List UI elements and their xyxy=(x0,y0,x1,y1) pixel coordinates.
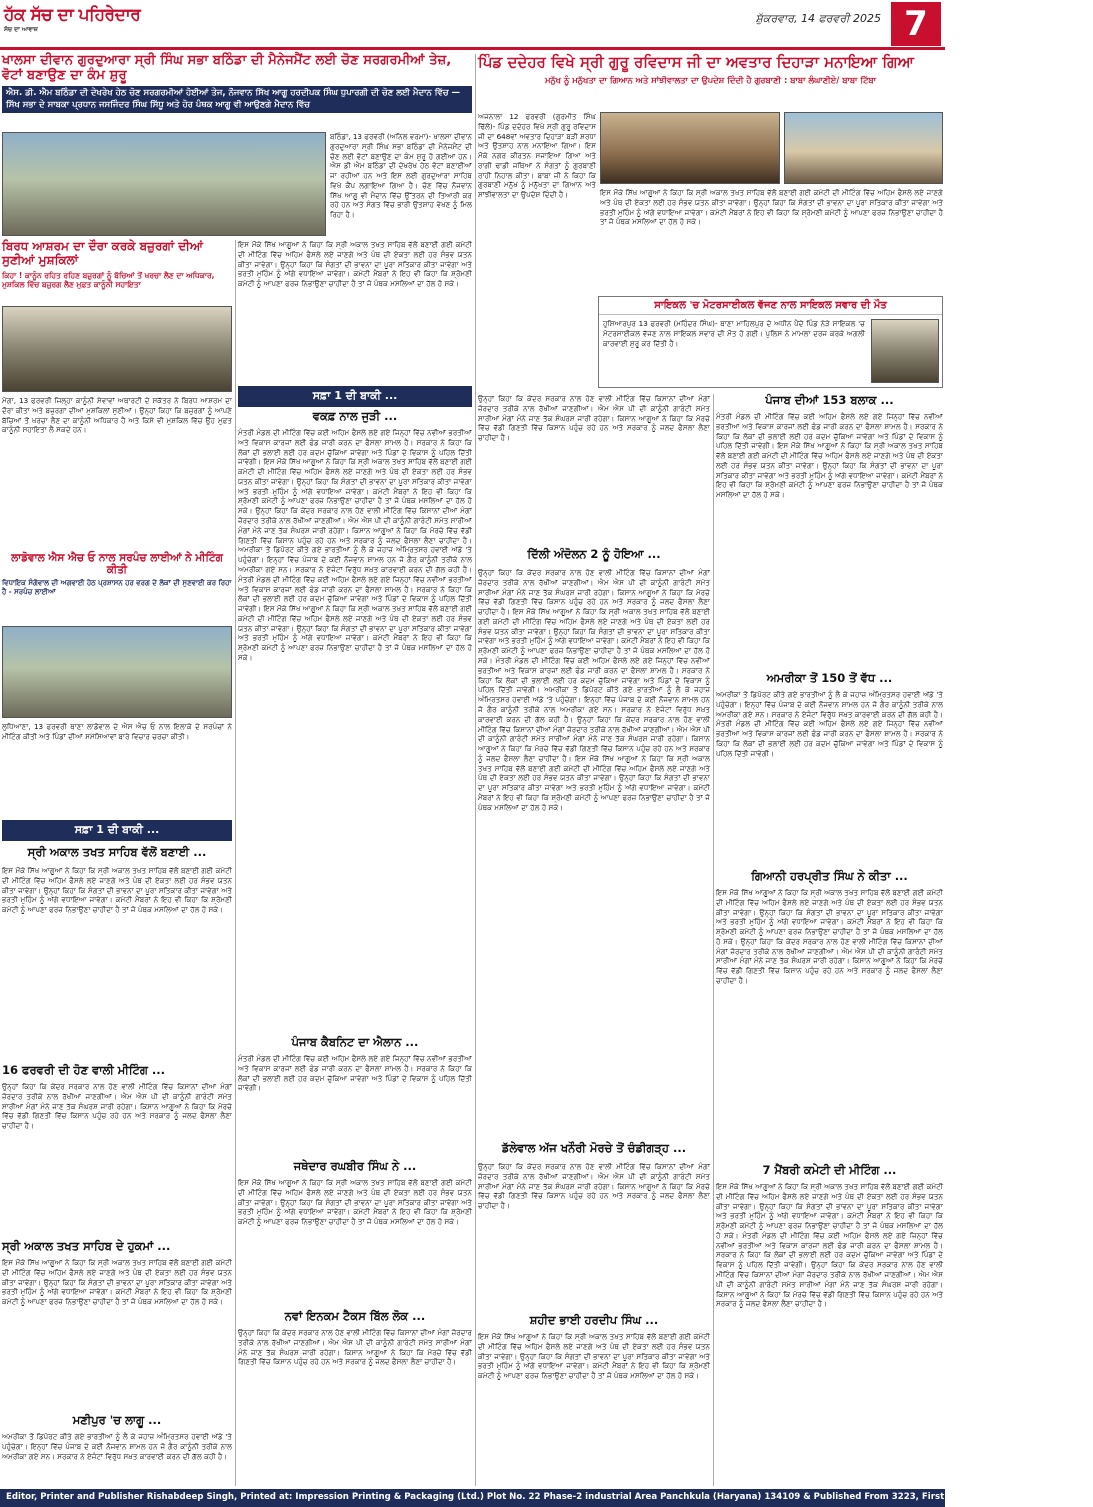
cycle-story-headline: ਸਾਇਕਲ 'ਚ ਮੋਟਰਸਾਈਕਲ ਵੱਜਣ ਨਾਲ ਸਾਇਕਲ ਸਵਾਰ ਦੀ ਮੌਤ xyxy=(599,297,942,315)
page-number: 7 xyxy=(891,2,941,46)
akal-takht-committee-headline: ਸ੍ਰੀ ਅਕਾਲ ਤਖਤ ਸਾਹਿਬ ਵੱਲੋਂ ਬਣਾਈ ... xyxy=(27,845,207,859)
issue-date: ਸ਼ੁੱਕਰਵਾਰ, 14 ਫਰਵਰੀ 2025 xyxy=(755,12,881,25)
committee-meeting-body xyxy=(716,1182,943,1486)
ladowal-subhead: ਵਿਧਾਇਕ ਸੰਗੋਵਾਲ ਦੀ ਅਗਵਾਈ ਹੇਠ ਪ੍ਰਸ਼ਾਸਨ ਹਰ ਵਰਗ ਦੇ ਲੋਕਾਂ ਦੀ ਸੁਣਵਾਈ ਕਰ ਰਿਹਾ ਹੈ - ਸਰਪੰਚ ਲਾਈਆਂ xyxy=(2,579,232,597)
delhi-body-text-1: ਉਨ੍ਹਾਂ ਕਿਹਾ ਕਿ ਕੇਂਦਰ ਸਰਕਾਰ ਨਾਲ ਹੋਣ ਵਾਲੀ ਮੀਟਿੰਗ ਵਿੱਚ ਕਿਸਾਨਾਂ ਦੀਆਂ ਮੰਗਾਂ ਜ਼ੋਰਦਾਰ ਤਰੀਕੇ ਨਾਲ ਰੱਖੀਆਂ ਜਾਣਗੀਆਂ। ਐਮ ਐਸ ਪੀ ਦੀ ਕਾਨੂੰਨੀ ਗਾਰੰਟੀ ਸਮੇਤ ਸਾਰੀਆਂ ਮੰਗਾਂ ਮੰਨੇ ਜਾਣ ਤੱਕ ਸੰਘਰਸ਼ ਜਾਰੀ ਰਹੇਗਾ। ਕਿਸਾਨ ਆਗੂਆਂ ਨੇ ਕਿਹਾ ਕਿ ਮੋਰਚੇ ਵਿੱਚ ਵੱਡੀ ਗਿਣਤੀ ਵਿੱਚ ਕਿਸਾਨ ਪਹੁੰਚ ਰਹੇ ਹਨ ਅਤੇ ਸਰਕਾਰ ਨੂੰ ਜਲਦ ਫੈਸਲਾ ਲੈਣਾ ਚਾਹੀਦਾ ਹੈ। xyxy=(478,568,710,617)
old-age-subhead: ਕਿਹਾ ! ਕਾਨੂੰਨ ਰਹਿਤ ਰਹਿਣ ਬਜ਼ੁਰਗਾਂ ਨੂੰ ਬੱਚਿਆਂ ਤੋਂ ਖਰਚਾ ਲੈਣ ਦਾ ਅਧਿਕਾਰ, ਮੁਸ਼ਕਿਲ ਵਿੱਚ ਬਜ਼ੁਰਗ ਲੈਣ ਮੁਫ਼ਤ ਕਾਨੂੰਨੀ ਸਹਾਇਤਾ xyxy=(2,270,215,290)
column-divider xyxy=(235,240,236,1486)
delhi-body-text-3: ਮੰਤਰੀ ਮੰਡਲ ਦੀ ਮੀਟਿੰਗ ਵਿੱਚ ਕਈ ਅਹਿਮ ਫੈਸਲੇ ਲਏ ਗਏ ਜਿਨ੍ਹਾਂ ਵਿੱਚ ਨਵੀਆਂ ਭਰਤੀਆਂ ਅਤੇ ਵਿਕਾਸ ਕਾਰਜਾਂ ਲਈ ਫੰਡ ਜਾਰੀ ਕਰਨ ਦਾ ਫੈਸਲਾ ਸ਼ਾਮਲ ਹੈ। ਸਰਕਾਰ ਨੇ ਕਿਹਾ ਕਿ ਲੋਕਾਂ ਦੀ ਭਲਾਈ ਲਈ ਹਰ ਕਦਮ ਚੁੱਕਿਆ ਜਾਵੇਗਾ ਅਤੇ ਪਿੰਡਾਂ ਦੇ ਵਿਕਾਸ ਨੂੰ ਪਹਿਲ ਦਿੱਤੀ ਜਾਵੇਗੀ। xyxy=(478,656,710,695)
waqf-headline: ਵਕਫ਼ ਨਾਲ ਜੁੜੀ ... xyxy=(312,409,398,423)
column-divider xyxy=(475,54,476,1486)
waqf-body-text-3: ਉਨ੍ਹਾਂ ਕਿਹਾ ਕਿ ਕੇਂਦਰ ਸਰਕਾਰ ਨਾਲ ਹੋਣ ਵਾਲੀ ਮੀਟਿੰਗ ਵਿੱਚ ਕਿਸਾਨਾਂ ਦੀਆਂ ਮੰਗਾਂ ਜ਼ੋਰਦਾਰ ਤਰੀਕੇ ਨਾਲ ਰੱਖੀਆਂ ਜਾਣਗੀਆਂ। ਐਮ ਐਸ ਪੀ ਦੀ ਕਾਨੂੰਨੀ ਗਾਰੰਟੀ ਸਮੇਤ ਸਾਰੀਆਂ ਮੰਗਾਂ ਮੰਨੇ ਜਾਣ ਤੱਕ ਸੰਘਰਸ਼ ਜਾਰੀ ਰਹੇਗਾ। ਕਿਸਾਨ ਆਗੂਆਂ ਨੇ ਕਿਹਾ ਕਿ ਮੋਰਚੇ ਵਿੱਚ ਵੱਡੀ ਗਿਣਤੀ ਵਿੱਚ ਕਿਸਾਨ ਪਹੁੰਚ ਰਹੇ ਹਨ ਅਤੇ ਸਰਕਾਰ ਨੂੰ ਜਲਦ ਫੈਸਲਾ ਲੈਣਾ ਚਾਹੀਦਾ ਹੈ। xyxy=(238,506,472,545)
cabinet-body: ਮੰਤਰੀ ਮੰਡਲ ਦੀ ਮੀਟਿੰਗ ਵਿੱਚ ਕਈ ਅਹਿਮ ਫੈਸਲੇ ਲਏ ਗਏ ਜਿਨ੍ਹਾਂ ਵਿੱਚ ਨਵੀਆਂ ਭਰਤੀਆਂ ਅਤੇ ਵਿਕਾਸ ਕਾਰਜਾਂ ਲਈ ਫੰਡ ਜਾਰੀ ਕਰਨ ਦਾ ਫੈਸਲਾ ਸ਼ਾਮਲ ਹੈ। ਸਰਕਾਰ ਨੇ ਕਿਹਾ ਕਿ ਲੋਕਾਂ ਦੀ ਭਲਾਈ ਲਈ ਹਰ ਕਦਮ ਚੁੱਕਿਆ ਜਾਵੇਗਾ ਅਤੇ ਪਿੰਡਾਂ ਦੇ ਵਿਕਾਸ ਨੂੰ ਪਹਿਲ ਦਿੱਤੀ ਜਾਵੇਗੀ। xyxy=(238,1054,472,1093)
waqf-body-text-5: ਮੰਤਰੀ ਮੰਡਲ ਦੀ ਮੀਟਿੰਗ ਵਿੱਚ ਕਈ ਅਹਿਮ ਫੈਸਲੇ ਲਏ ਗਏ ਜਿਨ੍ਹਾਂ ਵਿੱਚ ਨਵੀਆਂ ਭਰਤੀਆਂ ਅਤੇ ਵਿਕਾਸ ਕਾਰਜਾਂ ਲਈ ਫੰਡ ਜਾਰੀ ਕਰਨ ਦਾ ਫੈਸਲਾ ਸ਼ਾਮਲ ਹੈ। ਸਰਕਾਰ ਨੇ ਕਿਹਾ ਕਿ ਲੋਕਾਂ ਦੀ ਭਲਾਈ ਲਈ ਹਰ ਕਦਮ ਚੁੱਕਿਆ ਜਾਵੇਗਾ ਅਤੇ ਪਿੰਡਾਂ ਦੇ ਵਿਕਾਸ ਨੂੰ ਪਹਿਲ ਦਿੱਤੀ ਜਾਵੇਗੀ। xyxy=(238,574,472,614)
dallewal-body: ਉਨ੍ਹਾਂ ਕਿਹਾ ਕਿ ਕੇਂਦਰ ਸਰਕਾਰ ਨਾਲ ਹੋਣ ਵਾਲੀ ਮੀਟਿੰਗ ਵਿੱਚ ਕਿਸਾਨਾਂ ਦੀਆਂ ਮੰਗਾਂ ਜ਼ੋਰਦਾਰ ਤਰੀਕੇ ਨਾਲ ਰੱਖੀਆਂ ਜਾਣਗੀਆਂ। ਐਮ ਐਸ ਪੀ ਦੀ ਕਾਨੂੰਨੀ ਗਾਰੰਟੀ ਸਮੇਤ ਸਾਰੀਆਂ ਮੰਗਾਂ ਮੰਨੇ ਜਾਣ ਤੱਕ ਸੰਘਰਸ਼ ਜਾਰੀ ਰਹੇਗਾ। ਕਿਸਾਨ ਆਗੂਆਂ ਨੇ ਕਿਹਾ ਕਿ ਮੋਰਚੇ ਵਿੱਚ ਵੱਡੀ ਗਿਣਤੀ ਵਿੱਚ ਕਿਸਾਨ ਪਹੁੰਚ ਰਹੇ ਹਨ ਅਤੇ ਸਰਕਾਰ ਨੂੰ ਜਲਦ ਫੈਸਲਾ ਲੈਣਾ ਚਾਹੀਦਾ ਹੈ। xyxy=(478,1162,710,1211)
ladowal-meeting-photo xyxy=(2,626,232,718)
delhi-movement-headline: ਦਿੱਲੀ ਅੰਦੋਲਨ 2 ਨੂੰ ਹੋਇਆ ... xyxy=(527,547,661,561)
continued-banner-left: ਸਫ਼ਾ 1 ਦੀ ਬਾਕੀ ... xyxy=(2,820,232,841)
left-lead-story xyxy=(2,54,472,113)
logo-text: ਹੱਕ ਸੱਚ ਦਾ ਪਹਿਰੇਦਾਰ xyxy=(4,5,141,25)
harpreet-singh-body xyxy=(716,888,943,1158)
waqf-body-text-4: ਅਮਰੀਕਾ ਤੋਂ ਡਿਪੋਰਟ ਕੀਤੇ ਗਏ ਭਾਰਤੀਆਂ ਨੂੰ ਲੈ ਕੇ ਜਹਾਜ਼ ਅੰਮ੍ਰਿਤਸਰ ਹਵਾਈ ਅੱਡੇ 'ਤੇ ਪਹੁੰਚੇਗਾ। ਇਨ੍ਹਾਂ ਵਿੱਚ ਪੰਜਾਬ ਦੇ ਕਈ ਨੌਜਵਾਨ ਸ਼ਾਮਲ ਹਨ ਜੋ ਗੈਰ ਕਾਨੂੰਨੀ ਤਰੀਕੇ ਨਾਲ ਅਮਰੀਕਾ ਗਏ ਸਨ। ਸਰਕਾਰ ਨੇ ਏਜੰਟਾਂ ਵਿਰੁੱਧ ਸਖ਼ਤ ਕਾਰਵਾਈ ਕਰਨ ਦੀ ਗੱਲ ਕਹੀ ਹੈ। xyxy=(238,545,472,574)
left-lead-body-cont: ਇਸ ਮੌਕੇ ਸਿੱਖ ਆਗੂਆਂ ਨੇ ਕਿਹਾ ਕਿ ਸ੍ਰੀ ਅਕਾਲ ਤਖਤ ਸਾਹਿਬ ਵੱਲੋਂ ਬਣਾਈ ਗਈ ਕਮੇਟੀ ਦੀ ਮੀਟਿੰਗ ਵਿੱਚ ਅਹਿਮ ਫੈਸਲੇ ਲਏ ਜਾਣਗੇ ਅਤੇ ਪੰਥ ਦੀ ਏਕਤਾ ਲਈ ਹਰ ਸੰਭਵ ਯਤਨ ਕੀਤਾ ਜਾਵੇਗਾ। ਉਨ੍ਹਾਂ ਕਿਹਾ ਕਿ ਸੰਗਤਾਂ ਦੀ ਭਾਵਨਾ ਦਾ ਪੂਰਾ ਸਤਿਕਾਰ ਕੀਤਾ ਜਾਵੇਗਾ ਅਤੇ ਭਰਤੀ ਮੁਹਿੰਮ ਨੂੰ ਅੱਗੇ ਵਧਾਇਆ ਜਾਵੇਗਾ। ਕਮੇਟੀ ਮੈਂਬਰਾਂ ਨੇ ਇਹ ਵੀ ਕਿਹਾ ਕਿ ਸ਼੍ਰੋਮਣੀ ਕਮੇਟੀ ਨੂੰ ਆਪਣਾ ਫਰਜ਼ ਨਿਭਾਉਣਾ ਚਾਹੀਦਾ ਹੈ ਤਾਂ ਜੋ ਪੰਥਕ ਮਸਲਿਆਂ ਦਾ ਹੱਲ ਹੋ ਸਕੇ। xyxy=(238,240,472,289)
right-lead-subhead: ਮਨੁੱਖ ਨੂੰ ਮਨੁੱਖਤਾ ਦਾ ਗਿਆਨ ਅਤੇ ਸਾਂਝੀਵਾਲਤਾ ਦਾ ਉਪਦੇਸ਼ ਦਿੰਦੀ ਹੈ ਗੁਰਬਾਣੀ : ਬਾਬਾ ਲੰਘਾਣੀਏ/ ਬਾਬਾ ਟਿੱਬਾ xyxy=(544,74,877,85)
akal-takht-committee-body: ਇਸ ਮੌਕੇ ਸਿੱਖ ਆਗੂਆਂ ਨੇ ਕਿਹਾ ਕਿ ਸ੍ਰੀ ਅਕਾਲ ਤਖਤ ਸਾਹਿਬ ਵੱਲੋਂ ਬਣਾਈ ਗਈ ਕਮੇਟੀ ਦੀ ਮੀਟਿੰਗ ਵਿੱਚ ਅਹਿਮ ਫੈਸਲੇ ਲਏ ਜਾਣਗੇ ਅਤੇ ਪੰਥ ਦੀ ਏਕਤਾ ਲਈ ਹਰ ਸੰਭਵ ਯਤਨ ਕੀਤਾ ਜਾਵੇਗਾ। ਉਨ੍ਹਾਂ ਕਿਹਾ ਕਿ ਸੰਗਤਾਂ ਦੀ ਭਾਵਨਾ ਦਾ ਪੂਰਾ ਸਤਿਕਾਰ ਕੀਤਾ ਜਾਵੇਗਾ ਅਤੇ ਭਰਤੀ ਮੁਹਿੰਮ ਨੂੰ ਅੱਗੇ ਵਧਾਇਆ ਜਾਵੇਗਾ। ਕਮੇਟੀ ਮੈਂਬਰਾਂ ਨੇ ਇਹ ਵੀ ਕਿਹਾ ਕਿ ਸ਼੍ਰੋਮਣੀ ਕਮੇਟੀ ਨੂੰ ਆਪਣਾ ਫਰਜ਼ ਨਿਭਾਉਣਾ ਚਾਹੀਦਾ ਹੈ ਤਾਂ ਜੋ ਪੰਥਕ ਮਸਲਿਆਂ ਦਾ ਹੱਲ ਹੋ ਸਕੇ। xyxy=(2,866,232,915)
waqf-body-text-1: ਮੰਤਰੀ ਮੰਡਲ ਦੀ ਮੀਟਿੰਗ ਵਿੱਚ ਕਈ ਅਹਿਮ ਫੈਸਲੇ ਲਏ ਗਏ ਜਿਨ੍ਹਾਂ ਵਿੱਚ ਨਵੀਆਂ ਭਰਤੀਆਂ ਅਤੇ ਵਿਕਾਸ ਕਾਰਜਾਂ ਲਈ ਫੰਡ ਜਾਰੀ ਕਰਨ ਦਾ ਫੈਸਲਾ ਸ਼ਾਮਲ ਹੈ। ਸਰਕਾਰ ਨੇ ਕਿਹਾ ਕਿ ਲੋਕਾਂ ਦੀ ਭਲਾਈ ਲਈ ਹਰ ਕਦਮ ਚੁੱਕਿਆ ਜਾਵੇਗਾ ਅਤੇ ਪਿੰਡਾਂ ਦੇ ਵਿਕਾਸ ਨੂੰ ਪਹਿਲ ਦਿੱਤੀ ਜਾਵੇਗੀ। xyxy=(238,428,472,467)
ladowal-story xyxy=(2,552,232,598)
left-lead-subhead: ਐਸ. ਡੀ. ਐਮ ਬਠਿੰਡਾ ਦੀ ਦੇਖਰੇਖ ਹੇਠ ਚੋਣ ਸਰਗਰਮੀਆਂ ਹੋਈਆਂ ਤੇਜ, ਨੌਜਵਾਨ ਸਿੱਖ ਆਗੂ ਹਰਦੀਪਕ ਸਿੰਘ ਧੁਪਾਰਗੀ ਦੀ ਚੋਣ ਲਈ ਮੈਦਾਨ ਵਿੱਚ — ਸਿੱਖ ਸਭਾ ਦੇ ਸਾਬਕਾ ਪ੍ਰਧਾਨ ਜਸਜਿੰਦਰ ਸਿੰਘ ਸਿੱਧੂ ਅਤੇ ਹੋਰ ਪੰਥਕ ਆਗੂ ਵੀ ਆਉਣਗੇ ਮੈਦਾਨ ਵਿੱਚ xyxy=(2,86,472,113)
harpreet-singh-headline: ਗਿਆਨੀ ਹਰਪ੍ਰੀਤ ਸਿੰਘ ਨੇ ਕੀਤਾ ... xyxy=(751,869,908,883)
logo-tagline: ਸੱਚ ਦਾ ਆਵਾਜ਼ xyxy=(4,26,38,34)
block-body-text-1: ਮੰਤਰੀ ਮੰਡਲ ਦੀ ਮੀਟਿੰਗ ਵਿੱਚ ਕਈ ਅਹਿਮ ਫੈਸਲੇ ਲਏ ਗਏ ਜਿਨ੍ਹਾਂ ਵਿੱਚ ਨਵੀਆਂ ਭਰਤੀਆਂ ਅਤੇ ਵਿਕਾਸ ਕਾਰਜਾਂ ਲਈ ਫੰਡ ਜਾਰੀ ਕਰਨ ਦਾ ਫੈਸਲਾ ਸ਼ਾਮਲ ਹੈ। ਸਰਕਾਰ ਨੇ ਕਿਹਾ ਕਿ ਲੋਕਾਂ ਦੀ ਭਲਾਈ ਲਈ ਹਰ ਕਦਮ ਚੁੱਕਿਆ ਜਾਵੇਗਾ ਅਤੇ ਪਿੰਡਾਂ ਦੇ ਵਿਕਾਸ ਨੂੰ ਪਹਿਲ ਦਿੱਤੀ ਜਾਵੇਗੀ। xyxy=(716,412,943,451)
manipur-headline: ਮਣੀਪੁਰ 'ਚ ਲਾਗੂ ... xyxy=(72,1413,162,1427)
group-photo-bathinda xyxy=(2,132,326,236)
delhi-body-text-4: ਅਮਰੀਕਾ ਤੋਂ ਡਿਪੋਰਟ ਕੀਤੇ ਗਏ ਭਾਰਤੀਆਂ ਨੂੰ ਲੈ ਕੇ ਜਹਾਜ਼ ਅੰਮ੍ਰਿਤਸਰ ਹਵਾਈ ਅੱਡੇ 'ਤੇ ਪਹੁੰਚੇਗਾ। ਇਨ੍ਹਾਂ ਵਿੱਚ ਪੰਜਾਬ ਦੇ ਕਈ ਨੌਜਵਾਨ ਸ਼ਾਮਲ ਹਨ ਜੋ ਗੈਰ ਕਾਨੂੰਨੀ ਤਰੀਕੇ ਨਾਲ ਅਮਰੀਕਾ ਗਏ ਸਨ। ਸਰਕਾਰ ਨੇ ਏਜੰਟਾਂ ਵਿਰੁੱਧ ਸਖ਼ਤ ਕਾਰਵਾਈ ਕਰਨ ਦੀ ਗੱਲ ਕਹੀ ਹੈ। xyxy=(478,685,711,724)
jathedar-headline: ਜਥੇਦਾਰ ਰਘਬੀਰ ਸਿੰਘ ਨੇ ... xyxy=(293,1159,417,1173)
victim-portrait-photo xyxy=(871,319,939,383)
manipur-body: ਅਮਰੀਕਾ ਤੋਂ ਡਿਪੋਰਟ ਕੀਤੇ ਗਏ ਭਾਰਤੀਆਂ ਨੂੰ ਲੈ ਕੇ ਜਹਾਜ਼ ਅੰਮ੍ਰਿਤਸਰ ਹਵਾਈ ਅੱਡੇ 'ਤੇ ਪਹੁੰਚੇਗਾ। ਇਨ੍ਹਾਂ ਵਿੱਚ ਪੰਜਾਬ ਦੇ ਕਈ ਨੌਜਵਾਨ ਸ਼ਾਮਲ ਹਨ ਜੋ ਗੈਰ ਕਾਨੂੰਨੀ ਤਰੀਕੇ ਨਾਲ ਅਮਰੀਕਾ ਗਏ ਸਨ। ਸਰਕਾਰ ਨੇ ਏਜੰਟਾਂ ਵਿਰੁੱਧ ਸਖ਼ਤ ਕਾਰਵਾਈ ਕਰਨ ਦੀ ਗੱਲ ਕਹੀ ਹੈ। xyxy=(2,1432,232,1461)
income-tax-body: ਉਨ੍ਹਾਂ ਕਿਹਾ ਕਿ ਕੇਂਦਰ ਸਰਕਾਰ ਨਾਲ ਹੋਣ ਵਾਲੀ ਮੀਟਿੰਗ ਵਿੱਚ ਕਿਸਾਨਾਂ ਦੀਆਂ ਮੰਗਾਂ ਜ਼ੋਰਦਾਰ ਤਰੀਕੇ ਨਾਲ ਰੱਖੀਆਂ ਜਾਣਗੀਆਂ। ਐਮ ਐਸ ਪੀ ਦੀ ਕਾਨੂੰਨੀ ਗਾਰੰਟੀ ਸਮੇਤ ਸਾਰੀਆਂ ਮੰਗਾਂ ਮੰਨੇ ਜਾਣ ਤੱਕ ਸੰਘਰਸ਼ ਜਾਰੀ ਰਹੇਗਾ। ਕਿਸਾਨ ਆਗੂਆਂ ਨੇ ਕਿਹਾ ਕਿ ਮੋਰਚੇ ਵਿੱਚ ਵੱਡੀ ਗਿਣਤੀ ਵਿੱਚ ਕਿਸਾਨ ਪਹੁੰਚ ਰਹੇ ਹਨ ਅਤੇ ਸਰਕਾਰ ਨੂੰ ਜਲਦ ਫੈਸਲਾ ਲੈਣਾ ਚਾਹੀਦਾ ਹੈ। xyxy=(238,1328,472,1367)
block-body xyxy=(716,412,943,666)
right-lead-story xyxy=(478,54,943,86)
ladowal-headline: ਲਾਡੋਵਾਲ ਐਸ ਐਚ ਓ ਨਾਲ ਸਰਪੰਚ ਲਾਈਆਂ ਨੇ ਮੀਟਿੰਗ ਕੀਤੀ xyxy=(11,552,223,577)
committee-body-text-3: ਉਨ੍ਹਾਂ ਕਿਹਾ ਕਿ ਕੇਂਦਰ ਸਰਕਾਰ ਨਾਲ ਹੋਣ ਵਾਲੀ ਮੀਟਿੰਗ ਵਿੱਚ ਕਿਸਾਨਾਂ ਦੀਆਂ ਮੰਗਾਂ ਜ਼ੋਰਦਾਰ ਤਰੀਕੇ ਨਾਲ ਰੱਖੀਆਂ ਜਾਣਗੀਆਂ। ਐਮ ਐਸ ਪੀ ਦੀ ਕਾਨੂੰਨੀ ਗਾਰੰਟੀ ਸਮੇਤ ਸਾਰੀਆਂ ਮੰਗਾਂ ਮੰਨੇ ਜਾਣ ਤੱਕ ਸੰਘਰਸ਼ ਜਾਰੀ ਰਹੇਗਾ। ਕਿਸਾਨ ਆਗੂਆਂ ਨੇ ਕਿਹਾ ਕਿ ਮੋਰਚੇ ਵਿੱਚ ਵੱਡੀ ਗਿਣਤੀ ਵਿੱਚ ਕਿਸਾਨ ਪਹੁੰਚ ਰਹੇ ਹਨ ਅਤੇ ਸਰਕਾਰ ਨੂੰ ਜਲਦ ਫੈਸਲਾ ਲੈਣਾ ਚਾਹੀਦਾ ਹੈ। xyxy=(716,1260,943,1309)
akal-takht-orders-headline: ਸ੍ਰੀ ਅਕਾਲ ਤਖਤ ਸਾਹਿਬ ਦੇ ਹੁਕਮਾਂ ... xyxy=(2,1239,171,1253)
america-headline: ਅਮਰੀਕਾ ਤੋਂ 150 ਤੋਂ ਵੱਧ ... xyxy=(766,671,893,685)
feb16-meeting-headline: 16 ਫਰਵਰੀ ਦੀ ਹੋਣ ਵਾਲੀ ਮੀਟਿੰਗ ... xyxy=(2,1063,166,1077)
right-lead-headline: ਪਿੰਡ ਦਦੇਹਰ ਵਿਖੇ ਸ੍ਰੀ ਗੁਰੂ ਰਵਿਦਾਸ ਜੀ ਦਾ ਅਵਤਾਰ ਦਿਹਾੜਾ ਮਨਾਇਆ ਗਿਆ xyxy=(478,53,914,71)
cycle-story-body: ਹੁਸ਼ਿਆਰਪੁਰ 13 ਫਰਵਰੀ (ਮਹਿੰਦਰ ਸਿੰਘ)- ਥਾਣਾ ਮਾਹਿਲਪੁਰ ਦੇ ਅਧੀਨ ਪੈਂਦੇ ਪਿੰਡ ਨੇੜੇ ਸਾਇਕਲ 'ਚ ਮੋਟਰਸਾਈਕਲ ਵੱਜਣ ਨਾਲ ਸਾਇਕਲ ਸਵਾਰ ਦੀ ਮੌਤ ਹੋ ਗਈ। ਪੁਲਿਸ ਨੇ ਮਾਮਲਾ ਦਰਜ ਕਰਕੇ ਅਗਲੀ ਕਾਰਵਾਈ ਸ਼ੁਰੂ ਕਰ ਦਿੱਤੀ ਹੈ। xyxy=(603,319,865,348)
imprint-footer: Editor, Printer and Publisher Rishabdeep Singh, Printed at: Impression Printing & Packaging (Ltd.) Plot No. 22 Phase-2 industrial Area Panchkula (Haryana) 134109 & Published From 3223, First Floor, Sector-35D, Chandigarh xyxy=(0,1489,945,1507)
column-divider xyxy=(713,394,714,1486)
jathedar-body: ਇਸ ਮੌਕੇ ਸਿੱਖ ਆਗੂਆਂ ਨੇ ਕਿਹਾ ਕਿ ਸ੍ਰੀ ਅਕਾਲ ਤਖਤ ਸਾਹਿਬ ਵੱਲੋਂ ਬਣਾਈ ਗਈ ਕਮੇਟੀ ਦੀ ਮੀਟਿੰਗ ਵਿੱਚ ਅਹਿਮ ਫੈਸਲੇ ਲਏ ਜਾਣਗੇ ਅਤੇ ਪੰਥ ਦੀ ਏਕਤਾ ਲਈ ਹਰ ਸੰਭਵ ਯਤਨ ਕੀਤਾ ਜਾਵੇਗਾ। ਉਨ੍ਹਾਂ ਕਿਹਾ ਕਿ ਸੰਗਤਾਂ ਦੀ ਭਾਵਨਾ ਦਾ ਪੂਰਾ ਸਤਿਕਾਰ ਕੀਤਾ ਜਾਵੇਗਾ ਅਤੇ ਭਰਤੀ ਮੁਹਿੰਮ ਨੂੰ ਅੱਗੇ ਵਧਾਇਆ ਜਾਵੇਗਾ। ਕਮੇਟੀ ਮੈਂਬਰਾਂ ਨੇ ਇਹ ਵੀ ਕਿਹਾ ਕਿ ਸ਼੍ਰੋਮਣੀ ਕਮੇਟੀ ਨੂੰ ਆਪਣਾ ਫਰਜ਼ ਨਿਭਾਉਣਾ ਚਾਹੀਦਾ ਹੈ ਤਾਂ ਜੋ ਪੰਥਕ ਮਸਲਿਆਂ ਦਾ ਹੱਲ ਹੋ ਸਕੇ। xyxy=(238,1178,472,1227)
waqf-body-text-2: ਇਸ ਮੌਕੇ ਸਿੱਖ ਆਗੂਆਂ ਨੇ ਕਿਹਾ ਕਿ ਸ੍ਰੀ ਅਕਾਲ ਤਖਤ ਸਾਹਿਬ ਵੱਲੋਂ ਬਣਾਈ ਗਈ ਕਮੇਟੀ ਦੀ ਮੀਟਿੰਗ ਵਿੱਚ ਅਹਿਮ ਫੈਸਲੇ ਲਏ ਜਾਣਗੇ ਅਤੇ ਪੰਥ ਦੀ ਏਕਤਾ ਲਈ ਹਰ ਸੰਭਵ ਯਤਨ ਕੀਤਾ ਜਾਵੇਗਾ। ਉਨ੍ਹਾਂ ਕਿਹਾ ਕਿ ਸੰਗਤਾਂ ਦੀ ਭਾਵਨਾ ਦਾ ਪੂਰਾ ਸਤਿਕਾਰ ਕੀਤਾ ਜਾਵੇਗਾ ਅਤੇ ਭਰਤੀ ਮੁਹਿੰਮ ਨੂੰ ਅੱਗੇ ਵਧਾਇਆ ਜਾਵੇਗਾ। ਕਮੇਟੀ ਮੈਂਬਰਾਂ ਨੇ ਇਹ ਵੀ ਕਿਹਾ ਕਿ ਸ਼੍ਰੋਮਣੀ ਕਮੇਟੀ ਨੂੰ ਆਪਣਾ ਫਰਜ਼ ਨਿਭਾਉਣਾ ਚਾਹੀਦਾ ਹੈ ਤਾਂ ਜੋ ਪੰਥਕ ਮਸਲਿਆਂ ਦਾ ਹੱਲ ਹੋ ਸਕੇ। xyxy=(238,457,472,516)
newspaper-logo xyxy=(4,4,140,34)
right-lead-body: ਅਜਨਾਲਾ 12 ਫਰਵਰੀ (ਗੁਰਮੀਤ ਸਿੰਘ ਢਿੱਲੋਂ)- ਪਿੰਡ ਦਦੇਹਰ ਵਿਖੇ ਸ੍ਰੀ ਗੁਰੂ ਰਵਿਦਾਸ ਜੀ ਦਾ 648ਵਾਂ ਅਵਤਾਰ ਦਿਹਾੜਾ ਬੜੀ ਸ਼ਰਧਾ ਅਤੇ ਉਤਸ਼ਾਹ ਨਾਲ ਮਨਾਇਆ ਗਿਆ। ਇਸ ਮੌਕੇ ਨਗਰ ਕੀਰਤਨ ਸਜਾਇਆ ਗਿਆ ਅਤੇ ਰਾਗੀ ਢਾਡੀ ਜਥਿਆਂ ਨੇ ਸੰਗਤਾਂ ਨੂੰ ਗੁਰਬਾਣੀ ਰਾਹੀਂ ਨਿਹਾਲ ਕੀਤਾ। ਬਾਬਾ ਜੀ ਨੇ ਕਿਹਾ ਕਿ ਗੁਰਬਾਣੀ ਮਨੁੱਖ ਨੂੰ ਮਨੁੱਖਤਾ ਦਾ ਗਿਆਨ ਅਤੇ ਸਾਂਝੀਵਾਲਤਾ ਦਾ ਉਪਦੇਸ਼ ਦਿੰਦੀ ਹੈ। xyxy=(478,112,596,200)
left-lead-body: ਬਠਿੰਡਾ, 13 ਫਰਵਰੀ (ਅਨਿਲ ਵਰਮਾ)- ਖਾਲਸਾ ਦੀਵਾਨ ਗੁਰਦੁਆਰਾ ਸ੍ਰੀ ਸਿੰਘ ਸਭਾ ਬਠਿੰਡਾ ਦੀ ਮੈਨੇਜਮੈਂਟ ਦੀ ਚੋਣ ਲਈ ਵੋਟਾਂ ਬਣਾਉਣ ਦਾ ਕੰਮ ਸ਼ੁਰੂ ਹੋ ਗਈਆਂ ਹਨ। ਐਸ ਡੀ ਐਮ ਬਠਿੰਡਾ ਦੀ ਦੇਖਰੇਖ ਹੇਠ ਵੋਟਾਂ ਬਣਾਈਆਂ ਜਾ ਰਹੀਆਂ ਹਨ ਅਤੇ ਇਸ ਲਈ ਗੁਰਦੁਆਰਾ ਸਾਹਿਬ ਵਿਖੇ ਕੈਂਪ ਲਗਾਇਆ ਗਿਆ ਹੈ। ਚੋਣ ਵਿੱਚ ਨੌਜਵਾਨ ਸਿੱਖ ਆਗੂ ਵੀ ਮੈਦਾਨ ਵਿੱਚ ਉੱਤਰਨ ਦੀ ਤਿਆਰੀ ਕਰ ਰਹੇ ਹਨ ਅਤੇ ਸੰਗਤ ਵਿੱਚ ਭਾਰੀ ਉਤਸ਼ਾਹ ਵੇਖਣ ਨੂੰ ਮਿਲ ਰਿਹਾ ਹੈ। xyxy=(330,132,472,220)
feb16-meeting-body: ਉਨ੍ਹਾਂ ਕਿਹਾ ਕਿ ਕੇਂਦਰ ਸਰਕਾਰ ਨਾਲ ਹੋਣ ਵਾਲੀ ਮੀਟਿੰਗ ਵਿੱਚ ਕਿਸਾਨਾਂ ਦੀਆਂ ਮੰਗਾਂ ਜ਼ੋਰਦਾਰ ਤਰੀਕੇ ਨਾਲ ਰੱਖੀਆਂ ਜਾਣਗੀਆਂ। ਐਮ ਐਸ ਪੀ ਦੀ ਕਾਨੂੰਨੀ ਗਾਰੰਟੀ ਸਮੇਤ ਸਾਰੀਆਂ ਮੰਗਾਂ ਮੰਨੇ ਜਾਣ ਤੱਕ ਸੰਘਰਸ਼ ਜਾਰੀ ਰਹੇਗਾ। ਕਿਸਾਨ ਆਗੂਆਂ ਨੇ ਕਿਹਾ ਕਿ ਮੋਰਚੇ ਵਿੱਚ ਵੱਡੀ ਗਿਣਤੀ ਵਿੱਚ ਕਿਸਾਨ ਪਹੁੰਚ ਰਹੇ ਹਨ ਅਤੇ ਸਰਕਾਰ ਨੂੰ ਜਲਦ ਫੈਸਲਾ ਲੈਣਾ ਚਾਹੀਦਾ ਹੈ। xyxy=(2,1082,232,1131)
harpreet-body-text-1: ਇਸ ਮੌਕੇ ਸਿੱਖ ਆਗੂਆਂ ਨੇ ਕਿਹਾ ਕਿ ਸ੍ਰੀ ਅਕਾਲ ਤਖਤ ਸਾਹਿਬ ਵੱਲੋਂ ਬਣਾਈ ਗਈ ਕਮੇਟੀ ਦੀ ਮੀਟਿੰਗ ਵਿੱਚ ਅਹਿਮ ਫੈਸਲੇ ਲਏ ਜਾਣਗੇ ਅਤੇ ਪੰਥ ਦੀ ਏਕਤਾ ਲਈ ਹਰ ਸੰਭਵ ਯਤਨ ਕੀਤਾ ਜਾਵੇਗਾ। ਉਨ੍ਹਾਂ ਕਿਹਾ ਕਿ ਸੰਗਤਾਂ ਦੀ ਭਾਵਨਾ ਦਾ ਪੂਰਾ ਸਤਿਕਾਰ ਕੀਤਾ ਜਾਵੇਗਾ ਅਤੇ ਭਰਤੀ ਮੁਹਿੰਮ ਨੂੰ ਅੱਗੇ ਵਧਾਇਆ ਜਾਵੇਗਾ। ਕਮੇਟੀ ਮੈਂਬਰਾਂ ਨੇ ਇਹ ਵੀ ਕਿਹਾ ਕਿ ਸ਼੍ਰੋਮਣੀ ਕਮੇਟੀ ਨੂੰ ਆਪਣਾ ਫਰਜ਼ ਨਿਭਾਉਣਾ ਚਾਹੀਦਾ ਹੈ ਤਾਂ ਜੋ ਪੰਥਕ ਮਸਲਿਆਂ ਦਾ ਹੱਲ ਹੋ ਸਕੇ। xyxy=(716,888,943,946)
waqf-body xyxy=(238,428,472,1032)
delhi-movement-body xyxy=(478,568,710,1136)
delhi-body-text-5: ਉਨ੍ਹਾਂ ਕਿਹਾ ਕਿ ਕੇਂਦਰ ਸਰਕਾਰ ਨਾਲ ਹੋਣ ਵਾਲੀ ਮੀਟਿੰਗ ਵਿੱਚ ਕਿਸਾਨਾਂ ਦੀਆਂ ਮੰਗਾਂ ਜ਼ੋਰਦਾਰ ਤਰੀਕੇ ਨਾਲ ਰੱਖੀਆਂ ਜਾਣਗੀਆਂ। ਐਮ ਐਸ ਪੀ ਦੀ ਕਾਨੂੰਨੀ ਗਾਰੰਟੀ ਸਮੇਤ ਸਾਰੀਆਂ ਮੰਗਾਂ ਮੰਨੇ ਜਾਣ ਤੱਕ ਸੰਘਰਸ਼ ਜਾਰੀ ਰਹੇਗਾ। ਕਿਸਾਨ ਆਗੂਆਂ ਨੇ ਕਿਹਾ ਕਿ ਮੋਰਚੇ ਵਿੱਚ ਵੱਡੀ ਗਿਣਤੀ ਵਿੱਚ ਕਿਸਾਨ ਪਹੁੰਚ ਰਹੇ ਹਨ ਅਤੇ ਸਰਕਾਰ ਨੂੰ ਜਲਦ ਫੈਸਲਾ ਲੈਣਾ ਚਾਹੀਦਾ ਹੈ। xyxy=(478,714,710,763)
committee-meeting-headline: 7 ਮੈਂਬਰੀ ਕਮੇਟੀ ਦੀ ਮੀਟਿੰਗ ... xyxy=(762,1163,897,1177)
right-lead-body-cont: ਇਸ ਮੌਕੇ ਸਿੱਖ ਆਗੂਆਂ ਨੇ ਕਿਹਾ ਕਿ ਸ੍ਰੀ ਅਕਾਲ ਤਖਤ ਸਾਹਿਬ ਵੱਲੋਂ ਬਣਾਈ ਗਈ ਕਮੇਟੀ ਦੀ ਮੀਟਿੰਗ ਵਿੱਚ ਅਹਿਮ ਫੈਸਲੇ ਲਏ ਜਾਣਗੇ ਅਤੇ ਪੰਥ ਦੀ ਏਕਤਾ ਲਈ ਹਰ ਸੰਭਵ ਯਤਨ ਕੀਤਾ ਜਾਵੇਗਾ। ਉਨ੍ਹਾਂ ਕਿਹਾ ਕਿ ਸੰਗਤਾਂ ਦੀ ਭਾਵਨਾ ਦਾ ਪੂਰਾ ਸਤਿਕਾਰ ਕੀਤਾ ਜਾਵੇਗਾ ਅਤੇ ਭਰਤੀ ਮੁਹਿੰਮ ਨੂੰ ਅੱਗੇ ਵਧਾਇਆ ਜਾਵੇਗਾ। ਕਮੇਟੀ ਮੈਂਬਰਾਂ ਨੇ ਇਹ ਵੀ ਕਿਹਾ ਕਿ ਸ਼੍ਰੋਮਣੀ ਕਮੇਟੀ ਨੂੰ ਆਪਣਾ ਫਰਜ਼ ਨਿਭਾਉਣਾ ਚਾਹੀਦਾ ਹੈ ਤਾਂ ਜੋ ਪੰਥਕ ਮਸਲਿਆਂ ਦਾ ਹੱਲ ਹੋ ਸਕੇ। xyxy=(600,188,943,227)
america-body-text-2: ਮੰਤਰੀ ਮੰਡਲ ਦੀ ਮੀਟਿੰਗ ਵਿੱਚ ਕਈ ਅਹਿਮ ਫੈਸਲੇ ਲਏ ਗਏ ਜਿਨ੍ਹਾਂ ਵਿੱਚ ਨਵੀਆਂ ਭਰਤੀਆਂ ਅਤੇ ਵਿਕਾਸ ਕਾਰਜਾਂ ਲਈ ਫੰਡ ਜਾਰੀ ਕਰਨ ਦਾ ਫੈਸਲਾ ਸ਼ਾਮਲ ਹੈ। ਸਰਕਾਰ ਨੇ ਕਿਹਾ ਕਿ ਲੋਕਾਂ ਦੀ ਭਲਾਈ ਲਈ ਹਰ ਕਦਮ ਚੁੱਕਿਆ ਜਾਵੇਗਾ ਅਤੇ ਪਿੰਡਾਂ ਦੇ ਵਿਕਾਸ ਨੂੰ ਪਹਿਲ ਦਿੱਤੀ ਜਾਵੇਗੀ। xyxy=(716,719,943,758)
committee-body-text-1: ਇਸ ਮੌਕੇ ਸਿੱਖ ਆਗੂਆਂ ਨੇ ਕਿਹਾ ਕਿ ਸ੍ਰੀ ਅਕਾਲ ਤਖਤ ਸਾਹਿਬ ਵੱਲੋਂ ਬਣਾਈ ਗਈ ਕਮੇਟੀ ਦੀ ਮੀਟਿੰਗ ਵਿੱਚ ਅਹਿਮ ਫੈਸਲੇ ਲਏ ਜਾਣਗੇ ਅਤੇ ਪੰਥ ਦੀ ਏਕਤਾ ਲਈ ਹਰ ਸੰਭਵ ਯਤਨ ਕੀਤਾ ਜਾਵੇਗਾ। ਉਨ੍ਹਾਂ ਕਿਹਾ ਕਿ ਸੰਗਤਾਂ ਦੀ ਭਾਵਨਾ ਦਾ ਪੂਰਾ ਸਤਿਕਾਰ ਕੀਤਾ ਜਾਵੇਗਾ ਅਤੇ ਭਰਤੀ ਮੁਹਿੰਮ ਨੂੰ ਅੱਗੇ ਵਧਾਇਆ ਜਾਵੇਗਾ। ਕਮੇਟੀ ਮੈਂਬਰਾਂ ਨੇ ਇਹ ਵੀ ਕਿਹਾ ਕਿ ਸ਼੍ਰੋਮਣੀ ਕਮੇਟੀ ਨੂੰ ਆਪਣਾ ਫਰਜ਼ ਨਿਭਾਉਣਾ ਚਾਹੀਦਾ ਹੈ ਤਾਂ ਜੋ ਪੰਥਕ ਮਸਲਿਆਂ ਦਾ ਹੱਲ ਹੋ ਸਕੇ। xyxy=(716,1182,943,1240)
waqf-body-text-6: ਇਸ ਮੌਕੇ ਸਿੱਖ ਆਗੂਆਂ ਨੇ ਕਿਹਾ ਕਿ ਸ੍ਰੀ ਅਕਾਲ ਤਖਤ ਸਾਹਿਬ ਵੱਲੋਂ ਬਣਾਈ ਗਈ ਕਮੇਟੀ ਦੀ ਮੀਟਿੰਗ ਵਿੱਚ ਅਹਿਮ ਫੈਸਲੇ ਲਏ ਜਾਣਗੇ ਅਤੇ ਪੰਥ ਦੀ ਏਕਤਾ ਲਈ ਹਰ ਸੰਭਵ ਯਤਨ ਕੀਤਾ ਜਾਵੇਗਾ। ਉਨ੍ਹਾਂ ਕਿਹਾ ਕਿ ਸੰਗਤਾਂ ਦੀ ਭਾਵਨਾ ਦਾ ਪੂਰਾ ਸਤਿਕਾਰ ਕੀਤਾ ਜਾਵੇਗਾ ਅਤੇ ਭਰਤੀ ਮੁਹਿੰਮ ਨੂੰ ਅੱਗੇ ਵਧਾਇਆ ਜਾਵੇਗਾ। ਕਮੇਟੀ ਮੈਂਬਰਾਂ ਨੇ ਇਹ ਵੀ ਕਿਹਾ ਕਿ ਸ਼੍ਰੋਮਣੀ ਕਮੇਟੀ ਨੂੰ ਆਪਣਾ ਫਰਜ਼ ਨਿਭਾਉਣਾ ਚਾਹੀਦਾ ਹੈ ਤਾਂ ਜੋ ਪੰਥਕ ਮਸਲਿਆਂ ਦਾ ਹੱਲ ਹੋ ਸਕੇ। xyxy=(238,604,472,662)
block-headline: ਪੰਜਾਬ ਦੀਆਂ 153 ਬਲਾਕ ... xyxy=(765,393,894,407)
delhi-intro-body: ਉਨ੍ਹਾਂ ਕਿਹਾ ਕਿ ਕੇਂਦਰ ਸਰਕਾਰ ਨਾਲ ਹੋਣ ਵਾਲੀ ਮੀਟਿੰਗ ਵਿੱਚ ਕਿਸਾਨਾਂ ਦੀਆਂ ਮੰਗਾਂ ਜ਼ੋਰਦਾਰ ਤਰੀਕੇ ਨਾਲ ਰੱਖੀਆਂ ਜਾਣਗੀਆਂ। ਐਮ ਐਸ ਪੀ ਦੀ ਕਾਨੂੰਨੀ ਗਾਰੰਟੀ ਸਮੇਤ ਸਾਰੀਆਂ ਮੰਗਾਂ ਮੰਨੇ ਜਾਣ ਤੱਕ ਸੰਘਰਸ਼ ਜਾਰੀ ਰਹੇਗਾ। ਕਿਸਾਨ ਆਗੂਆਂ ਨੇ ਕਿਹਾ ਕਿ ਮੋਰਚੇ ਵਿੱਚ ਵੱਡੀ ਗਿਣਤੀ ਵਿੱਚ ਕਿਸਾਨ ਪਹੁੰਚ ਰਹੇ ਹਨ ਅਤੇ ਸਰਕਾਰ ਨੂੰ ਜਲਦ ਫੈਸਲਾ ਲੈਣਾ ਚਾਹੀਦਾ ਹੈ। xyxy=(478,394,710,443)
dallewal-headline: ਡੱਲੇਵਾਲ ਅੱਜ ਖਨੌਰੀ ਮੋਰਚੇ ਤੋਂ ਚੰਡੀਗੜ੍ਹ ... xyxy=(501,1141,687,1155)
continued-banner-mid: ਸਫ਼ਾ 1 ਦੀ ਬਾਕੀ ... xyxy=(238,386,472,407)
old-age-body: ਮੋਗਾ, 13 ਫਰਵਰੀ ਜਿਲ੍ਹਾ ਕਾਨੂੰਨੀ ਸੇਵਾਵਾਂ ਅਥਾਰਟੀ ਦੇ ਸਕੱਤਰ ਨੇ ਬਿਰਧ ਆਸ਼ਰਮ ਦਾ ਦੌਰਾ ਕੀਤਾ ਅਤੇ ਬਜ਼ੁਰਗਾਂ ਦੀਆਂ ਮੁਸ਼ਕਿਲਾਂ ਸੁਣੀਆਂ। ਉਨ੍ਹਾਂ ਕਿਹਾ ਕਿ ਬਜ਼ੁਰਗਾਂ ਨੂੰ ਆਪਣੇ ਬੱਚਿਆਂ ਤੋਂ ਖਰਚਾ ਲੈਣ ਦਾ ਕਾਨੂੰਨੀ ਅਧਿਕਾਰ ਹੈ ਅਤੇ ਕਿਸੇ ਵੀ ਮੁਸ਼ਕਿਲ ਵਿੱਚ ਉਹ ਮੁਫ਼ਤ ਕਾਨੂੰਨੀ ਸਹਾਇਤਾ ਲੈ ਸਕਦੇ ਹਨ। xyxy=(2,396,232,435)
hardeep-singh-body: ਇਸ ਮੌਕੇ ਸਿੱਖ ਆਗੂਆਂ ਨੇ ਕਿਹਾ ਕਿ ਸ੍ਰੀ ਅਕਾਲ ਤਖਤ ਸਾਹਿਬ ਵੱਲੋਂ ਬਣਾਈ ਗਈ ਕਮੇਟੀ ਦੀ ਮੀਟਿੰਗ ਵਿੱਚ ਅਹਿਮ ਫੈਸਲੇ ਲਏ ਜਾਣਗੇ ਅਤੇ ਪੰਥ ਦੀ ਏਕਤਾ ਲਈ ਹਰ ਸੰਭਵ ਯਤਨ ਕੀਤਾ ਜਾਵੇਗਾ। ਉਨ੍ਹਾਂ ਕਿਹਾ ਕਿ ਸੰਗਤਾਂ ਦੀ ਭਾਵਨਾ ਦਾ ਪੂਰਾ ਸਤਿਕਾਰ ਕੀਤਾ ਜਾਵੇਗਾ ਅਤੇ ਭਰਤੀ ਮੁਹਿੰਮ ਨੂੰ ਅੱਗੇ ਵਧਾਇਆ ਜਾਵੇਗਾ। ਕਮੇਟੀ ਮੈਂਬਰਾਂ ਨੇ ਇਹ ਵੀ ਕਿਹਾ ਕਿ ਸ਼੍ਰੋਮਣੀ ਕਮੇਟੀ ਨੂੰ ਆਪਣਾ ਫਰਜ਼ ਨਿਭਾਉਣਾ ਚਾਹੀਦਾ ਹੈ ਤਾਂ ਜੋ ਪੰਥਕ ਮਸਲਿਆਂ ਦਾ ਹੱਲ ਹੋ ਸਕੇ। xyxy=(478,1332,710,1381)
harpreet-body-text-2: ਉਨ੍ਹਾਂ ਕਿਹਾ ਕਿ ਕੇਂਦਰ ਸਰਕਾਰ ਨਾਲ ਹੋਣ ਵਾਲੀ ਮੀਟਿੰਗ ਵਿੱਚ ਕਿਸਾਨਾਂ ਦੀਆਂ ਮੰਗਾਂ ਜ਼ੋਰਦਾਰ ਤਰੀਕੇ ਨਾਲ ਰੱਖੀਆਂ ਜਾਣਗੀਆਂ। ਐਮ ਐਸ ਪੀ ਦੀ ਕਾਨੂੰਨੀ ਗਾਰੰਟੀ ਸਮੇਤ ਸਾਰੀਆਂ ਮੰਗਾਂ ਮੰਨੇ ਜਾਣ ਤੱਕ ਸੰਘਰਸ਼ ਜਾਰੀ ਰਹੇਗਾ। ਕਿਸਾਨ ਆਗੂਆਂ ਨੇ ਕਿਹਾ ਕਿ ਮੋਰਚੇ ਵਿੱਚ ਵੱਡੀ ਗਿਣਤੀ ਵਿੱਚ ਕਿਸਾਨ ਪਹੁੰਚ ਰਹੇ ਹਨ ਅਤੇ ਸਰਕਾਰ ਨੂੰ ਜਲਦ ਫੈਸਲਾ ਲੈਣਾ ਚਾਹੀਦਾ ਹੈ। xyxy=(716,936,943,986)
committee-body-text-2: ਮੰਤਰੀ ਮੰਡਲ ਦੀ ਮੀਟਿੰਗ ਵਿੱਚ ਕਈ ਅਹਿਮ ਫੈਸਲੇ ਲਏ ਗਏ ਜਿਨ੍ਹਾਂ ਵਿੱਚ ਨਵੀਆਂ ਭਰਤੀਆਂ ਅਤੇ ਵਿਕਾਸ ਕਾਰਜਾਂ ਲਈ ਫੰਡ ਜਾਰੀ ਕਰਨ ਦਾ ਫੈਸਲਾ ਸ਼ਾਮਲ ਹੈ। ਸਰਕਾਰ ਨੇ ਕਿਹਾ ਕਿ ਲੋਕਾਂ ਦੀ ਭਲਾਈ ਲਈ ਹਰ ਕਦਮ ਚੁੱਕਿਆ ਜਾਵੇਗਾ ਅਤੇ ਪਿੰਡਾਂ ਦੇ ਵਿਕਾਸ ਨੂੰ ਪਹਿਲ ਦਿੱਤੀ ਜਾਵੇਗੀ। xyxy=(716,1230,943,1270)
hardeep-singh-headline: ਸ਼ਹੀਦ ਭਾਈ ਹਰਦੀਪ ਸਿੰਘ ... xyxy=(529,1313,659,1327)
old-age-home-photo xyxy=(2,306,232,392)
delhi-body-text-6: ਇਸ ਮੌਕੇ ਸਿੱਖ ਆਗੂਆਂ ਨੇ ਕਿਹਾ ਕਿ ਸ੍ਰੀ ਅਕਾਲ ਤਖਤ ਸਾਹਿਬ ਵੱਲੋਂ ਬਣਾਈ ਗਈ ਕਮੇਟੀ ਦੀ ਮੀਟਿੰਗ ਵਿੱਚ ਅਹਿਮ ਫੈਸਲੇ ਲਏ ਜਾਣਗੇ ਅਤੇ ਪੰਥ ਦੀ ਏਕਤਾ ਲਈ ਹਰ ਸੰਭਵ ਯਤਨ ਕੀਤਾ ਜਾਵੇਗਾ। ਉਨ੍ਹਾਂ ਕਿਹਾ ਕਿ ਸੰਗਤਾਂ ਦੀ ਭਾਵਨਾ ਦਾ ਪੂਰਾ ਸਤਿਕਾਰ ਕੀਤਾ ਜਾਵੇਗਾ ਅਤੇ ਭਰਤੀ ਮੁਹਿੰਮ ਨੂੰ ਅੱਗੇ ਵਧਾਇਆ ਜਾਵੇਗਾ। ਕਮੇਟੀ ਮੈਂਬਰਾਂ ਨੇ ਇਹ ਵੀ ਕਿਹਾ ਕਿ ਸ਼੍ਰੋਮਣੀ ਕਮੇਟੀ ਨੂੰ ਆਪਣਾ ਫਰਜ਼ ਨਿਭਾਉਣਾ ਚਾਹੀਦਾ ਹੈ ਤਾਂ ਜੋ ਪੰਥਕ ਮਸਲਿਆਂ ਦਾ ਹੱਲ ਹੋ ਸਕੇ। xyxy=(478,753,710,812)
akal-takht-orders-body: ਇਸ ਮੌਕੇ ਸਿੱਖ ਆਗੂਆਂ ਨੇ ਕਿਹਾ ਕਿ ਸ੍ਰੀ ਅਕਾਲ ਤਖਤ ਸਾਹਿਬ ਵੱਲੋਂ ਬਣਾਈ ਗਈ ਕਮੇਟੀ ਦੀ ਮੀਟਿੰਗ ਵਿੱਚ ਅਹਿਮ ਫੈਸਲੇ ਲਏ ਜਾਣਗੇ ਅਤੇ ਪੰਥ ਦੀ ਏਕਤਾ ਲਈ ਹਰ ਸੰਭਵ ਯਤਨ ਕੀਤਾ ਜਾਵੇਗਾ। ਉਨ੍ਹਾਂ ਕਿਹਾ ਕਿ ਸੰਗਤਾਂ ਦੀ ਭਾਵਨਾ ਦਾ ਪੂਰਾ ਸਤਿਕਾਰ ਕੀਤਾ ਜਾਵੇਗਾ ਅਤੇ ਭਰਤੀ ਮੁਹਿੰਮ ਨੂੰ ਅੱਗੇ ਵਧਾਇਆ ਜਾਵੇਗਾ। ਕਮੇਟੀ ਮੈਂਬਰਾਂ ਨੇ ਇਹ ਵੀ ਕਿਹਾ ਕਿ ਸ਼੍ਰੋਮਣੀ ਕਮੇਟੀ ਨੂੰ ਆਪਣਾ ਫਰਜ਼ ਨਿਭਾਉਣਾ ਚਾਹੀਦਾ ਹੈ ਤਾਂ ਜੋ ਪੰਥਕ ਮਸਲਿਆਂ ਦਾ ਹੱਲ ਹੋ ਸਕੇ। xyxy=(2,1258,232,1307)
procession-photo xyxy=(600,112,780,184)
cabinet-headline: ਪੰਜਾਬ ਕੈਬਨਿਟ ਦਾ ਐਲਾਨ ... xyxy=(291,1035,419,1049)
stage-photo xyxy=(784,112,943,184)
ladowal-body: ਲੁਧਿਆਣਾ, 13 ਫਰਵਰੀ ਥਾਣਾ ਲਾਡੋਵਾਲ ਦੇ ਐਸ ਐਚ ਓ ਨਾਲ ਇਲਾਕੇ ਦੇ ਸਰਪੰਚਾਂ ਨੇ ਮੀਟਿੰਗ ਕੀਤੀ ਅਤੇ ਪਿੰਡਾਂ ਦੀਆਂ ਸਮੱਸਿਆਵਾਂ ਬਾਰੇ ਵਿਚਾਰ ਚਰਚਾ ਕੀਤੀ। xyxy=(2,722,232,741)
america-body-text-1: ਅਮਰੀਕਾ ਤੋਂ ਡਿਪੋਰਟ ਕੀਤੇ ਗਏ ਭਾਰਤੀਆਂ ਨੂੰ ਲੈ ਕੇ ਜਹਾਜ਼ ਅੰਮ੍ਰਿਤਸਰ ਹਵਾਈ ਅੱਡੇ 'ਤੇ ਪਹੁੰਚੇਗਾ। ਇਨ੍ਹਾਂ ਵਿੱਚ ਪੰਜਾਬ ਦੇ ਕਈ ਨੌਜਵਾਨ ਸ਼ਾਮਲ ਹਨ ਜੋ ਗੈਰ ਕਾਨੂੰਨੀ ਤਰੀਕੇ ਨਾਲ ਅਮਰੀਕਾ ਗਏ ਸਨ। ਸਰਕਾਰ ਨੇ ਏਜੰਟਾਂ ਵਿਰੁੱਧ ਸਖ਼ਤ ਕਾਰਵਾਈ ਕਰਨ ਦੀ ਗੱਲ ਕਹੀ ਹੈ। xyxy=(716,690,943,719)
cycle-story-box xyxy=(598,296,943,388)
america-body xyxy=(716,690,943,864)
block-body-text-2: ਇਸ ਮੌਕੇ ਸਿੱਖ ਆਗੂਆਂ ਨੇ ਕਿਹਾ ਕਿ ਸ੍ਰੀ ਅਕਾਲ ਤਖਤ ਸਾਹਿਬ ਵੱਲੋਂ ਬਣਾਈ ਗਈ ਕਮੇਟੀ ਦੀ ਮੀਟਿੰਗ ਵਿੱਚ ਅਹਿਮ ਫੈਸਲੇ ਲਏ ਜਾਣਗੇ ਅਤੇ ਪੰਥ ਦੀ ਏਕਤਾ ਲਈ ਹਰ ਸੰਭਵ ਯਤਨ ਕੀਤਾ ਜਾਵੇਗਾ। ਉਨ੍ਹਾਂ ਕਿਹਾ ਕਿ ਸੰਗਤਾਂ ਦੀ ਭਾਵਨਾ ਦਾ ਪੂਰਾ ਸਤਿਕਾਰ ਕੀਤਾ ਜਾਵੇਗਾ ਅਤੇ ਭਰਤੀ ਮੁਹਿੰਮ ਨੂੰ ਅੱਗੇ ਵਧਾਇਆ ਜਾਵੇਗਾ। ਕਮੇਟੀ ਮੈਂਬਰਾਂ ਨੇ ਇਹ ਵੀ ਕਿਹਾ ਕਿ ਸ਼੍ਰੋਮਣੀ ਕਮੇਟੀ ਨੂੰ ਆਪਣਾ ਫਰਜ਼ ਨਿਭਾਉਣਾ ਚਾਹੀਦਾ ਹੈ ਤਾਂ ਜੋ ਪੰਥਕ ਮਸਲਿਆਂ ਦਾ ਹੱਲ ਹੋ ਸਕੇ। xyxy=(716,441,943,500)
old-age-home-story xyxy=(2,240,232,290)
delhi-body-text-2: ਇਸ ਮੌਕੇ ਸਿੱਖ ਆਗੂਆਂ ਨੇ ਕਿਹਾ ਕਿ ਸ੍ਰੀ ਅਕਾਲ ਤਖਤ ਸਾਹਿਬ ਵੱਲੋਂ ਬਣਾਈ ਗਈ ਕਮੇਟੀ ਦੀ ਮੀਟਿੰਗ ਵਿੱਚ ਅਹਿਮ ਫੈਸਲੇ ਲਏ ਜਾਣਗੇ ਅਤੇ ਪੰਥ ਦੀ ਏਕਤਾ ਲਈ ਹਰ ਸੰਭਵ ਯਤਨ ਕੀਤਾ ਜਾਵੇਗਾ। ਉਨ੍ਹਾਂ ਕਿਹਾ ਕਿ ਸੰਗਤਾਂ ਦੀ ਭਾਵਨਾ ਦਾ ਪੂਰਾ ਸਤਿਕਾਰ ਕੀਤਾ ਜਾਵੇਗਾ ਅਤੇ ਭਰਤੀ ਮੁਹਿੰਮ ਨੂੰ ਅੱਗੇ ਵਧਾਇਆ ਜਾਵੇਗਾ। ਕਮੇਟੀ ਮੈਂਬਰਾਂ ਨੇ ਇਹ ਵੀ ਕਿਹਾ ਕਿ ਸ਼੍ਰੋਮਣੀ ਕਮੇਟੀ ਨੂੰ ਆਪਣਾ ਫਰਜ਼ ਨਿਭਾਉਣਾ ਚਾਹੀਦਾ ਹੈ ਤਾਂ ਜੋ ਪੰਥਕ ਮਸਲਿਆਂ ਦਾ ਹੱਲ ਹੋ ਸਕੇ। xyxy=(478,607,710,666)
old-age-headline: ਬਿਰਧ ਆਸ਼ਰਮ ਦਾ ਦੌਰਾ ਕਰਕੇ ਬਜ਼ੁਰਗਾਂ ਦੀਆਂ ਸੁਣੀਆਂ ਮੁਸ਼ਕਿਲਾਂ xyxy=(2,239,203,267)
income-tax-headline: ਨਵਾਂ ਇਨਕਮ ਟੈਕਸ ਬਿੱਲ ਲੋਕ ... xyxy=(284,1309,426,1323)
left-lead-headline: ਖਾਲਸਾ ਦੀਵਾਨ ਗੁਰਦੁਆਰਾ ਸ੍ਰੀ ਸਿੰਘ ਸਭਾ ਬਠਿੰਡਾ ਦੀ ਮੈਨੇਜਮੈਂਟ ਲਈ ਚੋਣ ਸਰਗਰਮੀਆਂ ਤੇਜ਼, ਵੋਟਾਂ ਬਣਾਉਣ ਦਾ ਕੰਮ ਸ਼ੁਰੂ xyxy=(2,53,452,83)
